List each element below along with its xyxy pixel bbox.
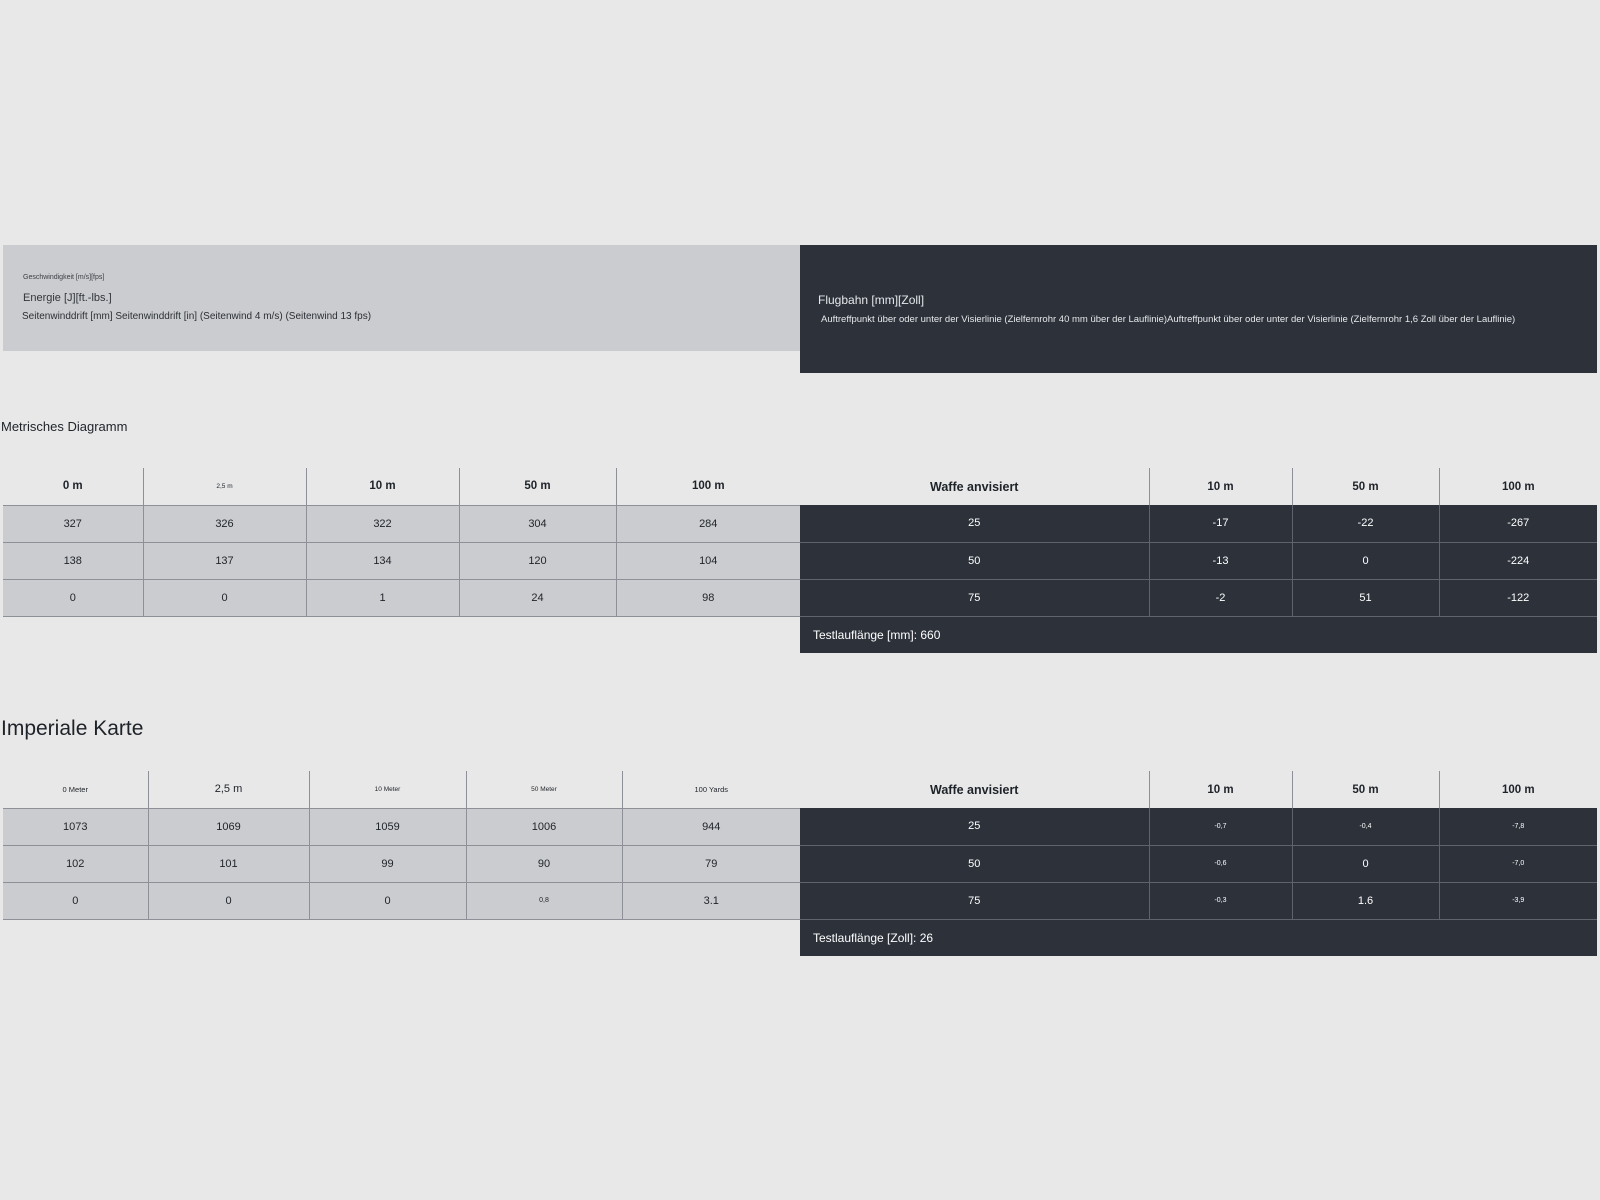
- table-cell: 120: [459, 542, 616, 579]
- table-cell: 102: [3, 845, 148, 882]
- trajectory-description: Auftreffpunkt über oder unter der Visierlinie (Zielfernrohr 40 mm über der Lauflinie)Auftreffpunkt über oder unter der Visierlinie (Zielfernrohr 1,6 Zoll über der Lauflinie): [821, 314, 1516, 325]
- table-cell: -224: [1439, 542, 1597, 579]
- table-cell: 104: [616, 542, 800, 579]
- table-cell: 24: [459, 579, 616, 616]
- table-cell: 75: [800, 579, 1149, 616]
- table-cell: 1069: [148, 808, 309, 845]
- energy-label: Energie [J][ft.-lbs.]: [23, 292, 112, 304]
- table-cell: 0: [1292, 845, 1439, 882]
- test-barrel-length: Testlauflänge [mm]: 660: [800, 616, 1597, 653]
- column-header: Waffe anvisiert: [930, 479, 1019, 494]
- table-cell: 1073: [3, 808, 148, 845]
- table-cell: -122: [1439, 579, 1597, 616]
- table-row: [3, 542, 800, 579]
- table-header-row: [3, 468, 800, 505]
- table-cell: 326: [143, 505, 306, 542]
- table-cell: 25: [800, 505, 1149, 542]
- table-cell: 0: [3, 579, 143, 616]
- table-cell: -0,4: [1292, 808, 1439, 845]
- table-cell: 3.1: [622, 882, 800, 919]
- legend-panel-left: [3, 245, 800, 351]
- table-cell: 50: [800, 542, 1149, 579]
- table-row: [800, 882, 1597, 919]
- table-row: [800, 845, 1597, 882]
- table-cell: 0: [143, 579, 306, 616]
- table-cell: 75: [800, 882, 1149, 919]
- table-cell: 99: [309, 845, 466, 882]
- imperial-ballistics-table: [3, 771, 800, 920]
- table-cell: 134: [306, 542, 459, 579]
- table-cell: 137: [143, 542, 306, 579]
- table-header-row: [800, 468, 1597, 505]
- table-cell: 1006: [466, 808, 622, 845]
- column-header: 100 m: [1439, 468, 1597, 505]
- table-cell: 51: [1292, 579, 1439, 616]
- table-row: [800, 579, 1597, 616]
- table-cell: 0: [1292, 542, 1439, 579]
- table-cell: 98: [616, 579, 800, 616]
- legend-panel-right: [800, 245, 1597, 373]
- column-header: Waffe anvisiert: [930, 782, 1019, 797]
- table-cell: -0,7: [1149, 808, 1292, 845]
- trajectory-label: Flugbahn [mm][Zoll]: [818, 293, 925, 307]
- imperial-trajectory-table: [800, 771, 1597, 956]
- column-header: 100 m: [616, 468, 800, 505]
- column-header: 2,5 m: [143, 468, 306, 505]
- table-row: [800, 505, 1597, 542]
- test-barrel-row: [800, 616, 1597, 653]
- table-cell: 50: [800, 845, 1149, 882]
- table-row: [3, 882, 800, 919]
- table-cell: 304: [459, 505, 616, 542]
- test-barrel-length: Testlauflänge [Zoll]: 26: [800, 919, 1597, 956]
- column-header: 50 Meter: [466, 771, 622, 808]
- metric-ballistics-table: [3, 468, 800, 617]
- table-cell: 138: [3, 542, 143, 579]
- table-cell: 322: [306, 505, 459, 542]
- table-cell: 327: [3, 505, 143, 542]
- table-header-row: [800, 771, 1597, 808]
- table-cell: 101: [148, 845, 309, 882]
- metric-trajectory-table: [800, 468, 1597, 653]
- table-cell: 0,8: [466, 882, 622, 919]
- column-header: 50 m: [459, 468, 616, 505]
- column-header: 0 m: [3, 468, 143, 505]
- table-cell: -0,6: [1149, 845, 1292, 882]
- column-header: 10 m: [306, 468, 459, 505]
- table-cell: 90: [466, 845, 622, 882]
- metric-section-title: Metrisches Diagramm: [1, 419, 128, 434]
- table-cell: 1059: [309, 808, 466, 845]
- table-row: [800, 542, 1597, 579]
- column-header: 10 m: [1149, 468, 1292, 505]
- table-cell: -17: [1149, 505, 1292, 542]
- column-header: 50 m: [1292, 771, 1439, 808]
- test-barrel-row: [800, 919, 1597, 956]
- table-cell: -267: [1439, 505, 1597, 542]
- table-row: [3, 579, 800, 616]
- column-header: 10 Meter: [309, 771, 466, 808]
- imperial-section-title: Imperiale Karte: [1, 717, 144, 740]
- table-cell: 79: [622, 845, 800, 882]
- table-cell: 0: [3, 882, 148, 919]
- column-header: 2,5 m: [148, 771, 309, 808]
- table-row: [800, 808, 1597, 845]
- table-cell: -3,9: [1439, 882, 1597, 919]
- table-cell: 1: [306, 579, 459, 616]
- table-cell: -7,8: [1439, 808, 1597, 845]
- table-row: [3, 845, 800, 882]
- column-header: 100 Yards: [622, 771, 800, 808]
- table-header-row: [3, 771, 800, 808]
- column-header: 50 m: [1292, 468, 1439, 505]
- table-cell: 0: [309, 882, 466, 919]
- table-cell: -2: [1149, 579, 1292, 616]
- table-row: [3, 808, 800, 845]
- column-header: 100 m: [1439, 771, 1597, 808]
- table-cell: 284: [616, 505, 800, 542]
- table-row: [3, 505, 800, 542]
- table-cell: 944: [622, 808, 800, 845]
- table-cell: 0: [148, 882, 309, 919]
- column-header: 10 m: [1149, 771, 1292, 808]
- table-cell: 25: [800, 808, 1149, 845]
- table-cell: -0,3: [1149, 882, 1292, 919]
- table-cell: 1.6: [1292, 882, 1439, 919]
- table-cell: -13: [1149, 542, 1292, 579]
- velocity-label: Geschwindigkeit [m/s][fps]: [23, 274, 105, 281]
- table-cell: -7,0: [1439, 845, 1597, 882]
- column-header: 0 Meter: [3, 771, 148, 808]
- table-cell: -22: [1292, 505, 1439, 542]
- wind-drift-label: Seitenwinddrift [mm] Seitenwinddrift [in] (Seitenwind 4 m/s) (Seitenwind 13 fps): [22, 311, 372, 322]
